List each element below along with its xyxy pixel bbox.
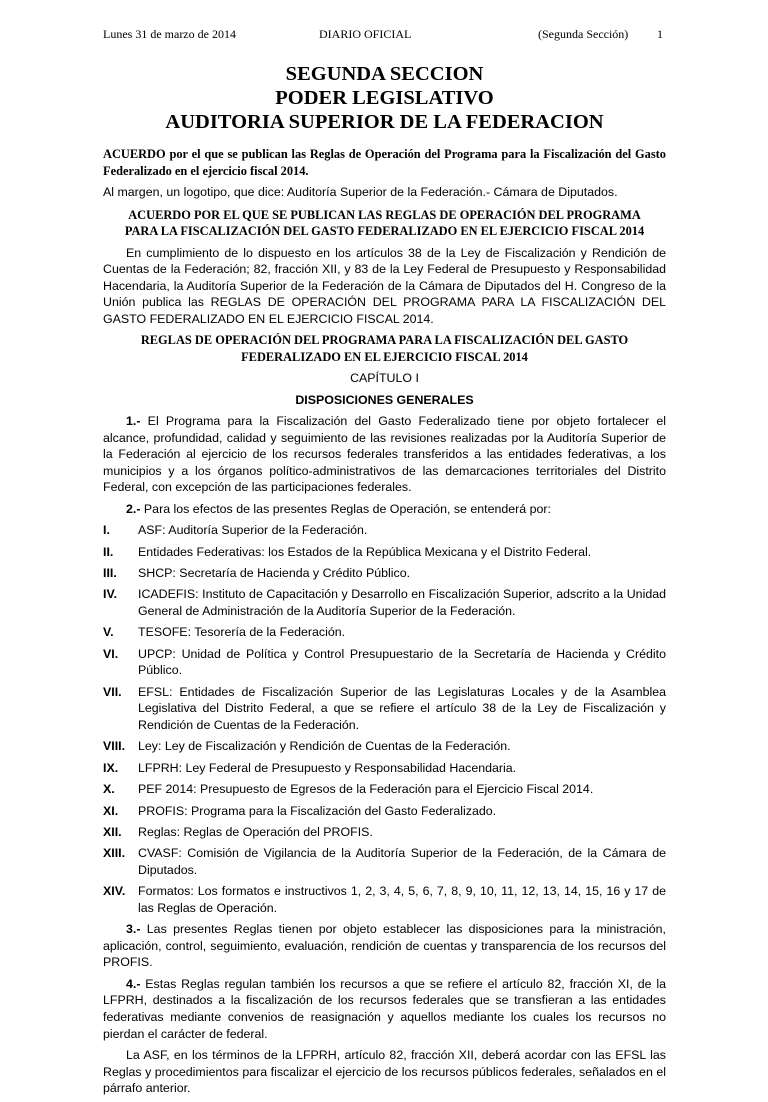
definition-text: ASF: Auditoría Superior de la Federación.	[138, 523, 368, 538]
definition-numeral: XII.	[103, 824, 122, 839]
definition-text: CVASF: Comisión de Vigilancia de la Auditoría Superior de la Federación, de la Cámara de Diputados.	[138, 846, 666, 877]
header-date: Lunes 31 de marzo de 2014	[103, 27, 236, 41]
definition-item	[103, 646, 666, 679]
definition-text: Entidades Federativas: los Estados de la República Mexicana y el Distrito Federal.	[138, 544, 592, 559]
header-section: (Segunda Sección)	[538, 27, 629, 41]
title-section: SEGUNDA SECCION	[285, 63, 484, 85]
definition-text: LFPRH: Ley Federal de Presupuesto y Responsabilidad Hacendaria.	[138, 760, 517, 775]
definition-text: PROFIS: Programa para la Fiscalización del Gasto Federalizado.	[138, 803, 497, 818]
definition-numeral: XIII.	[103, 846, 126, 861]
definition-item	[103, 845, 666, 878]
chapter-title: DISPOSICIONES GENERALES	[295, 392, 474, 407]
definition-item	[103, 883, 666, 916]
definition-item	[103, 586, 666, 619]
header-publication: DIARIO OFICIAL	[319, 27, 412, 41]
preamble: En cumplimiento de lo dispuesto en los artículos 38 de la Ley de Fiscalización y Rendición de Cuentas de la Federación; 82, fracción XII, y 83 de la Ley Federal de Presupuesto y Responsabilidad Hacendaria, la Auditoría Superior de la Federación de la Cámara de Diputados del H. Congreso de la Unión publica las REGLAS DE OPERACIÓN DEL PROGRAMA PARA LA FISCALIZACIÓN DEL GASTO FEDERALIZADO EN EL EJERCICIO FISCAL 2014.	[103, 245, 666, 326]
definition-item	[103, 781, 666, 798]
document-body	[103, 146, 666, 1102]
definition-text: SHCP: Secretaría de Hacienda y Crédito Público.	[138, 566, 411, 581]
definition-text: ICADEFIS: Instituto de Capacitación y Desarrollo en Fiscalización Superior, adscrito a la Unidad General de Administración de la Auditoría Superior de la Federación.	[138, 587, 666, 619]
title-branch: PODER LEGISLATIVO	[275, 87, 494, 109]
article-3-number: 3.-	[126, 922, 141, 937]
article-1-text: El Programa para la Fiscalización del Gasto Federalizado tiene por objeto fortalecer el alcance, profundidad, calidad y seguimiento de las revisiones realizadas por la Auditoría Superior de la Federación al ejercicio de los recursos federales transferidos a las entidades federativas, a los municipios y a los órganos político-administrativos de las demarcaciones territoriales del Distrito Federal, con excepción de las participaciones federales.	[103, 414, 666, 495]
final-paragraph: La ASF, en los términos de la LFPRH, artículo 82, fracción XII, deberá acordar con las EFSL las Reglas y procedimientos para fiscalizar el ejercicio de los recursos públicos federales, señalados en el párrafo anterior.	[103, 1048, 666, 1096]
definition-numeral: III.	[103, 566, 117, 581]
header-page-number: 1	[657, 27, 663, 41]
definition-item	[103, 824, 666, 841]
definition-numeral: II.	[103, 544, 114, 559]
definition-item	[103, 565, 666, 582]
definition-numeral: VI.	[103, 646, 119, 661]
definition-text: Ley: Ley de Fiscalización y Rendición de Cuentas de la Federación.	[138, 739, 511, 754]
definition-numeral: VIII.	[103, 739, 126, 754]
definition-numeral: XIV.	[103, 884, 126, 899]
acuerdo-title: ACUERDO POR EL QUE SE PUBLICAN LAS REGLAS DE OPERACIÓN DEL PROGRAMA PARA LA FISCALIZACIÓN DEL GASTO FEDERALIZADO EN EL EJERCICIO FISCAL 2014	[124, 207, 645, 239]
section-titles	[103, 62, 666, 134]
definition-text: Reglas: Reglas de Operación del PROFIS.	[138, 824, 373, 839]
definition-item	[103, 684, 666, 734]
definition-numeral: VII.	[103, 684, 122, 699]
definition-item	[103, 738, 666, 755]
definition-numeral: XI.	[103, 803, 119, 818]
acuerdo-heading: ACUERDO por el que se publican las Reglas de Operación del Programa para la Fiscalización del Gasto Federalizado en el ejercicio fiscal 2014.	[103, 147, 666, 178]
definition-item	[103, 544, 666, 561]
definition-text: Formatos: Los formatos e instructivos 1, 2, 3, 4, 5, 6, 7, 8, 9, 10, 11, 12, 13, 14, 15, 16 y 17 de las Reglas de Operación.	[138, 884, 666, 915]
definition-text: UPCP: Unidad de Política y Control Presupuestario de la Secretaría de Hacienda y Crédito Público.	[138, 646, 666, 678]
article-2-text: Para los efectos de las presentes Reglas de Operación, se entenderá por:	[140, 501, 551, 516]
article-1	[103, 413, 666, 496]
article-3	[103, 921, 666, 971]
article-1-number: 1.-	[126, 414, 141, 429]
article-2	[103, 501, 666, 518]
definitions-list	[103, 522, 666, 916]
rules-title: REGLAS DE OPERACIÓN DEL PROGRAMA PARA LA FISCALIZACIÓN DEL GASTO FEDERALIZADO EN EL EJERCICIO FISCAL 2014	[140, 333, 629, 364]
definition-item	[103, 760, 666, 777]
definition-numeral: V.	[103, 625, 114, 640]
definition-text: PEF 2014: Presupuesto de Egresos de la Federación para el Ejercicio Fiscal 2014.	[138, 782, 594, 797]
definition-numeral: IV.	[103, 587, 118, 602]
definition-item	[103, 522, 666, 539]
title-institution: AUDITORIA SUPERIOR DE LA FEDERACION	[165, 111, 604, 133]
article-3-text: Las presentes Reglas tienen por objeto establecer las disposiciones para la ministración, aplicación, control, seguimiento, evaluación, rendición de cuentas y transparencia de los recursos del PROFIS.	[103, 922, 666, 970]
definition-item	[103, 624, 666, 641]
article-4-number: 4.-	[126, 976, 141, 991]
definition-numeral: IX.	[103, 760, 119, 775]
definition-item	[103, 803, 666, 820]
definition-text: TESOFE: Tesorería de la Federación.	[138, 625, 346, 640]
definition-numeral: X.	[103, 782, 115, 797]
chapter-number: CAPÍTULO I	[350, 371, 419, 386]
definition-numeral: I.	[103, 523, 110, 538]
article-4	[103, 976, 666, 1042]
article-4-text: Estas Reglas regulan también los recursos a que se refiere el artículo 82, fracción XI, de la LFPRH, destinados a la fiscalización de los recursos federales que se transfieran a las entidades federativas mediante convenios de reasignación y aquellos mediante los cuales los recursos no pierdan el carácter de federal.	[103, 976, 666, 1041]
margin-note: Al margen, un logotipo, que dice: Auditoría Superior de la Federación.- Cámara de Diputados.	[103, 184, 618, 199]
article-2-number: 2.-	[126, 501, 141, 516]
definition-text: EFSL: Entidades de Fiscalización Superior de las Legislaturas Locales y de la Asamblea Legislativa del Distrito Federal, a que se refiere el artículo 38 de la Ley de Fiscalización y Rendición de Cuentas de la Federación.	[138, 684, 666, 732]
